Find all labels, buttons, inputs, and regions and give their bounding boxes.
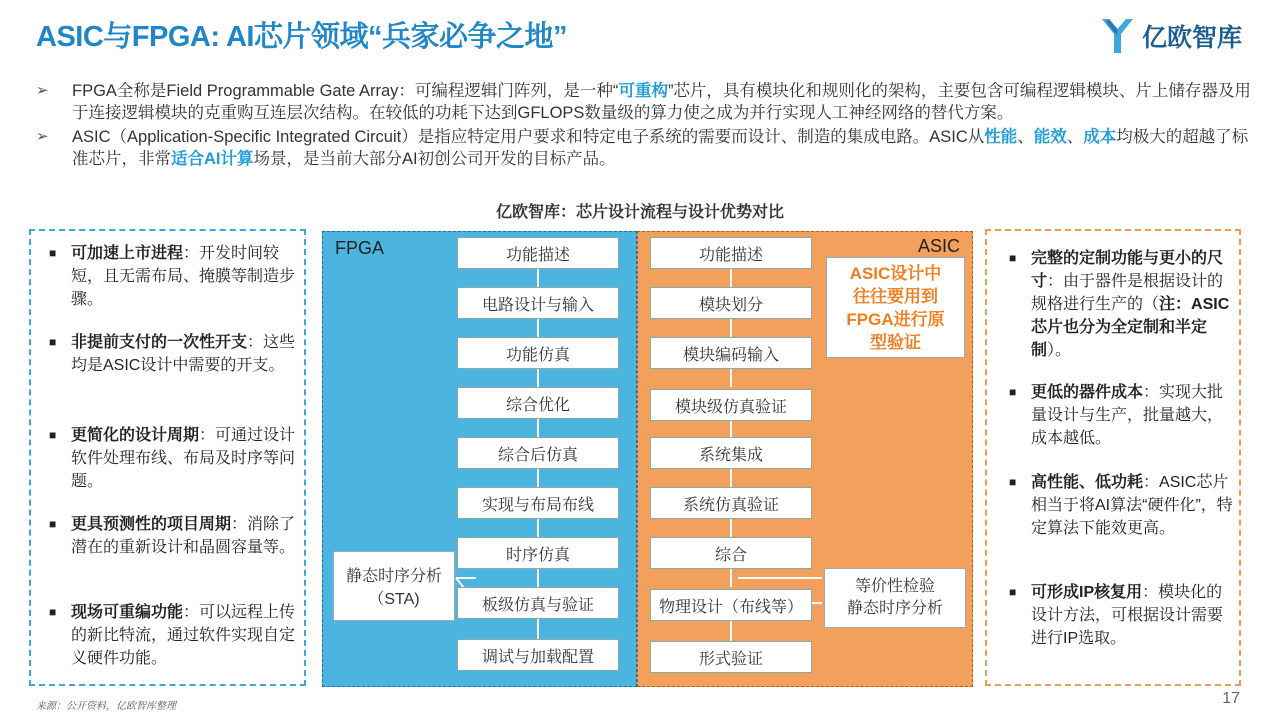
- sta-note-line: （STA): [368, 591, 420, 608]
- bullet-text-segment: 、: [1017, 128, 1034, 146]
- bullet-text-segment: ”芯片，具有模块化和规则化的架构，主要包含可编程逻辑模块、片上储存器及用于连接逻辑模块的克重购互连层次结构。在较低的功耗下达到GFLOPS数量级的算力使之成为并行实现人工神经网络的替代方案。: [72, 82, 1251, 122]
- asic-prototype-callout: [826, 257, 965, 358]
- highlight-text: 适合AI计算: [171, 150, 254, 168]
- square-bullet-icon: ■: [49, 605, 57, 619]
- page-title: ASIC与FPGA: AI芯片领域“兵家必争之地”: [36, 21, 567, 53]
- highlight-text: 能效: [1033, 128, 1067, 146]
- advantage-text: ：这些均是ASIC设计中需要的开支。: [71, 334, 296, 374]
- asic-step: 物理设计（布线等）: [650, 589, 812, 621]
- asic-label: ASIC: [917, 236, 960, 256]
- asic-step: 系统仿真验证: [650, 487, 812, 519]
- bullet-text-segment: ASIC（Application-Specific Integrated Circuit）是指应特定用户要求和特定电子系统的需要而设计、制造的集成电路。ASIC从: [72, 128, 985, 146]
- asic-step: 功能描述: [650, 237, 812, 269]
- square-bullet-icon: ■: [1009, 251, 1017, 265]
- advantage-title: 高性能、低功耗: [1031, 474, 1144, 491]
- square-bullet-icon: ■: [49, 335, 57, 349]
- advantage-text: ：消除了潜在的重新设计和晶圆容量等。: [71, 516, 296, 556]
- logo-text: 亿欧智库: [1141, 24, 1242, 52]
- square-bullet-icon: ■: [1009, 475, 1017, 489]
- asic-step: 综合: [650, 537, 812, 569]
- sta-note-line: 静态时序分析: [345, 568, 442, 585]
- square-bullet-icon: ■: [49, 428, 57, 442]
- advantage-title: 可加速上市进程: [71, 245, 184, 262]
- fpga-step: 实现与布局布线: [457, 487, 619, 519]
- bullet-text-segment: 、: [1066, 128, 1084, 146]
- asic-step: 系统集成: [650, 437, 812, 469]
- advantage-title: 更具预测性的项目周期: [71, 516, 232, 533]
- fpga-step: 综合后仿真: [457, 437, 619, 469]
- sta-note-box: [333, 551, 455, 621]
- advantage-title: 完整的定制功能与更小的尺寸: [1031, 250, 1224, 290]
- advantage-text: ：由于器件是根据设计的规格进行生产的（: [1031, 273, 1224, 313]
- fpga-step: 电路设计与输入: [457, 287, 619, 319]
- advantage-note: 注：ASIC芯片也分为全定制和半定制: [1031, 296, 1230, 359]
- advantage-title: 现场可重编功能: [71, 604, 184, 621]
- fpga-step: 功能仿真: [457, 337, 619, 369]
- square-bullet-icon: ■: [1009, 385, 1017, 399]
- arrow-bullet-icon: ➢: [36, 128, 49, 145]
- bullet-text-segment: FPGA全称是Field Programmable Gate Array：可编程逻辑门阵列，是一种“: [72, 82, 619, 100]
- fpga-step: 调试与加载配置: [457, 639, 619, 671]
- page-number: 17: [1222, 690, 1240, 707]
- advantage-title: 更低的器件成本: [1031, 384, 1144, 401]
- diagram-subtitle: 亿欧智库：芯片设计流程与设计优势对比: [495, 204, 784, 221]
- square-bullet-icon: ■: [49, 517, 57, 531]
- fpga-step: 功能描述: [457, 237, 619, 269]
- fpga-step: 时序仿真: [457, 537, 619, 569]
- advantage-text-end: ）。: [1047, 342, 1072, 359]
- advantage-text: ：模块化的设计方法，可根据设计需要进行IP选取。: [1031, 584, 1224, 647]
- check-note-line: 等价性检验: [854, 578, 935, 595]
- advantage-title: 可形成IP核复用: [1031, 584, 1143, 601]
- source-note: 来源：公开资料，亿欧智库整理: [36, 701, 176, 712]
- square-bullet-icon: ■: [49, 246, 57, 260]
- asic-step: 模块级仿真验证: [650, 389, 812, 421]
- fpga-label: FPGA: [335, 238, 385, 258]
- asic-step: 模块编码输入: [650, 337, 812, 369]
- callout-line: ASIC设计中: [849, 263, 942, 283]
- advantage-title: 更简化的设计周期: [71, 427, 200, 444]
- fpga-step: 板级仿真与验证: [457, 587, 619, 619]
- fpga-step: 综合优化: [457, 387, 619, 419]
- equivalence-check-box: [824, 568, 966, 628]
- check-note-line: 静态时序分析: [846, 600, 943, 617]
- callout-line: 往往要用到: [853, 286, 938, 306]
- highlight-text: 成本: [1083, 128, 1117, 146]
- asic-step: 形式验证: [650, 641, 812, 673]
- advantage-text: ：实现大批量设计与生产，批量越大，成本越低。: [1031, 384, 1224, 447]
- advantage-text: ：开发时间较短，且无需布局、掩膜等制造步骤。: [71, 245, 296, 308]
- asic-step: 模块划分: [650, 287, 812, 319]
- advantage-text: ：可通过设计软件处理布线、布局及时序等问题。: [71, 427, 296, 490]
- highlight-text: 可重构: [618, 82, 668, 100]
- callout-line: FPGA进行原: [846, 309, 945, 329]
- arrow-bullet-icon: ➢: [36, 82, 49, 99]
- callout-line: 型验证: [870, 332, 921, 352]
- advantage-text: ：ASIC芯片相当于将AI算法“硬件化”，特定算法下能效更高。: [1031, 474, 1233, 537]
- advantage-text: ：可以远程上传的新比特流，通过软件实现自定义硬件功能。: [71, 604, 296, 667]
- bullet-text-segment: 均极大的超越了标准芯片，非常: [72, 128, 1249, 168]
- bullet-text-segment: 场景，是当前大部分AI初创公司开发的目标产品。: [253, 150, 616, 168]
- advantage-title: 非提前支付的一次性开支: [71, 334, 248, 351]
- square-bullet-icon: ■: [1009, 585, 1017, 599]
- highlight-text: 性能: [984, 128, 1018, 146]
